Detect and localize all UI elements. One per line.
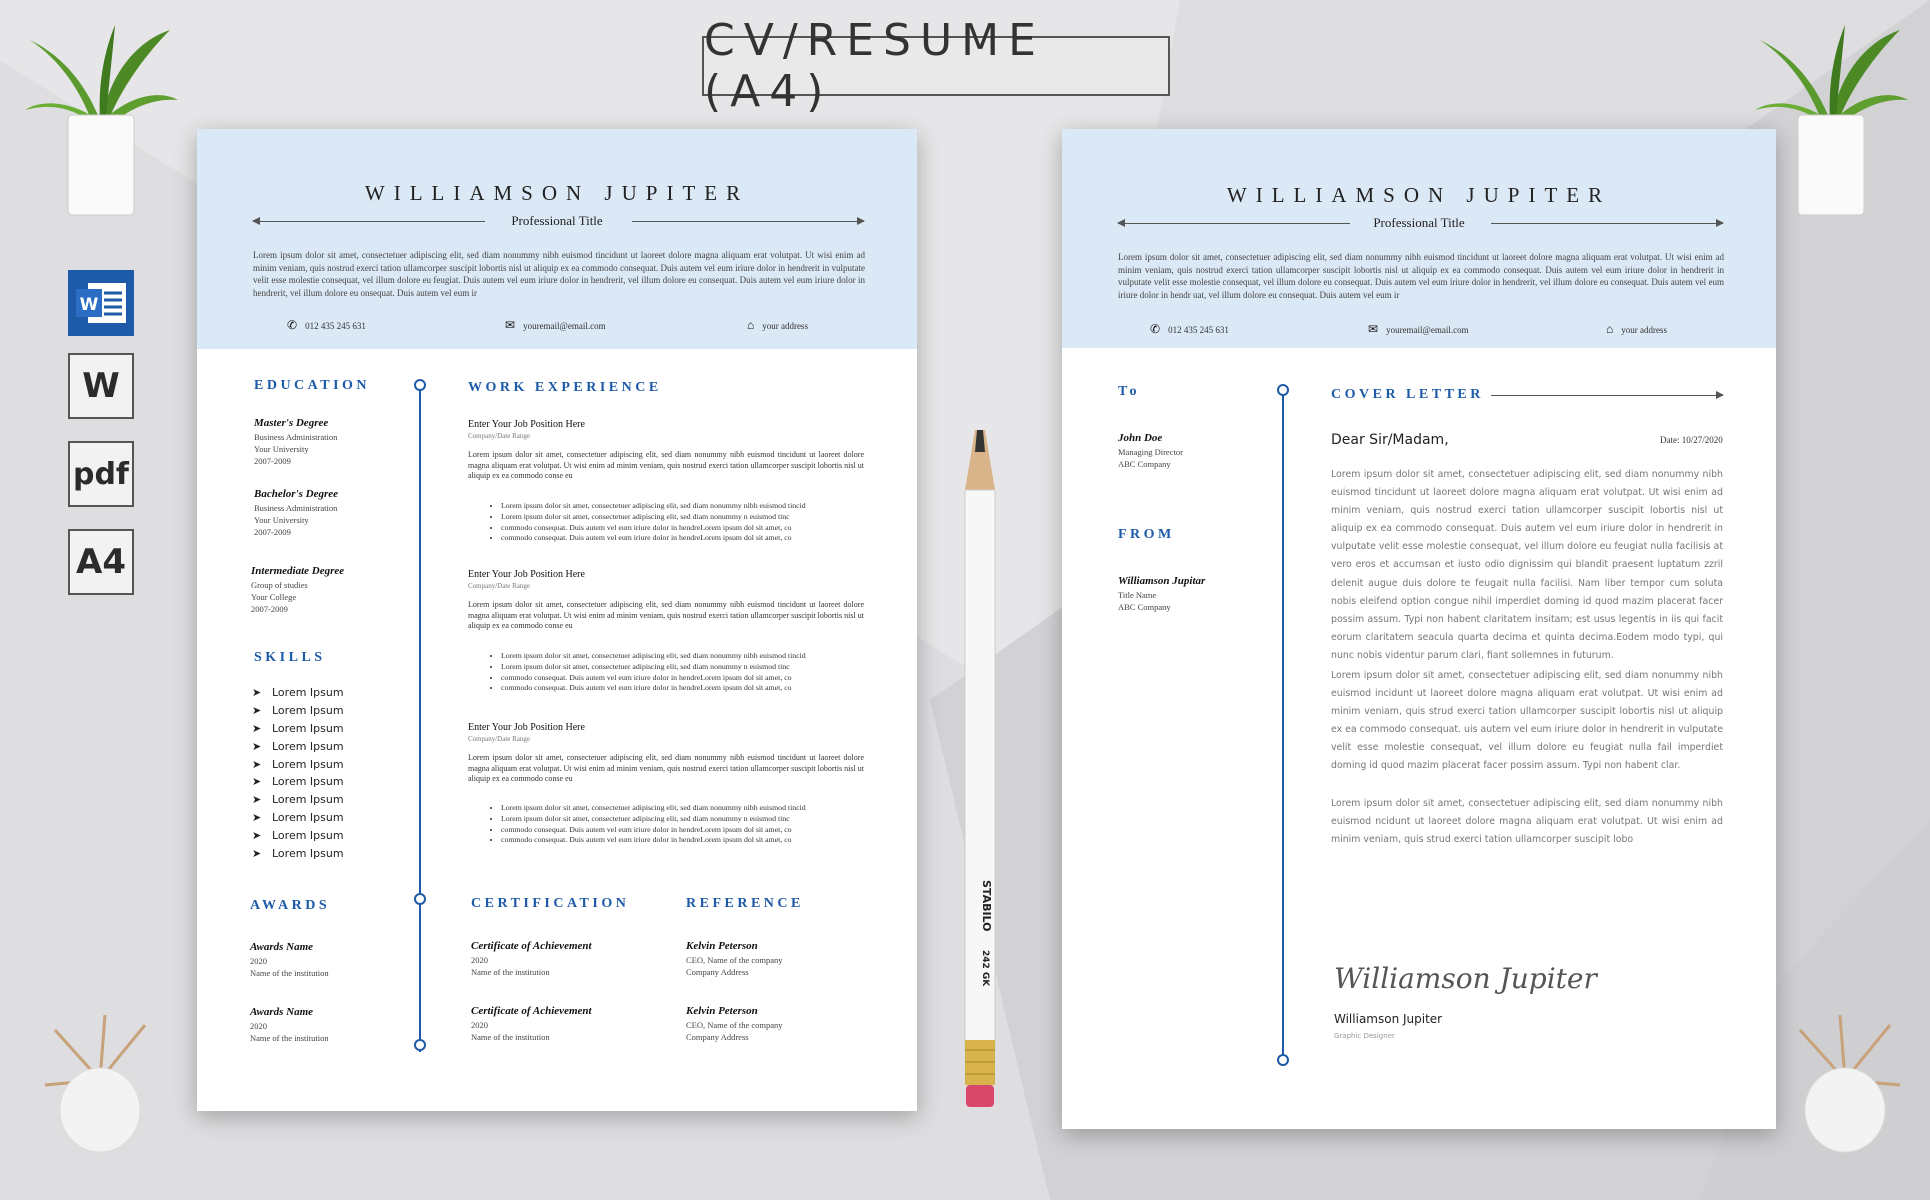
home-icon: ⌂ [747, 318, 755, 332]
award-name: Awards Name [250, 941, 314, 953]
cert-name: Certificate of Achievement [471, 1005, 592, 1017]
phone-icon: ✆ [1150, 322, 1161, 336]
skill-item: ➤ Lorem Ipsum [252, 686, 344, 700]
cover-intro: Lorem ipsum dolor sit amet, consectetuer adipiscing elit, sed diam nonummy nibh euismod tincidunt ut laoreet dolore magna aliquam erat volutpat. Ut wisi enim ad minim veniam, quis nostrud exerci tation ullamcorper suscipit lobortis nisl ut aliquip ex ea commodo consequat. Duis autem vel eum iriure dolor in hendrerit in vulputate velit esse molestie consequat, vel illum dolore eu consequat. Duis autem vel eum iriure dolor in hendrerit, vel illum dolore eu consequat. Duis autem vel eum iriure dolor in hendr uat, vel illum dolore eu consequat. Duis autem vel eum ir [1118, 252, 1724, 300]
signer-title: Graphic Designer [1334, 1032, 1395, 1040]
timeline-dot [414, 893, 426, 905]
letter-date: Date: 10/27/2020 [1660, 435, 1723, 445]
award-name: Awards Name [250, 1006, 314, 1018]
edu-details: Business Administration Your University 2007-2009 [254, 432, 338, 466]
cover-name: WILLIAMSON JUPITER [1226, 183, 1612, 207]
from-heading: FROM [1118, 527, 1175, 542]
skill-item: ➤ Lorem Ipsum [252, 846, 344, 860]
job-title: Enter Your Job Position Here [468, 419, 585, 430]
job-company: Company/Date Range [468, 735, 531, 743]
reference-details: CEO, Name of the company Company Address [686, 955, 783, 977]
job-description: Lorem ipsum dolor sit amet, consectetuer adipiscing elit, sed diam nonummy nibh euismod tincidunt ut laoreet dolore magna aliquam erat volutpat. Ut wisi enim ad minim veniam, quis nostrud exerci tation ullamcorper suscipit lobortis nisl ut aliquip ex ea commodo conse eu [468, 600, 864, 630]
chevron-right-icon: ➤ [252, 704, 262, 718]
plant-pot-left [20, 10, 180, 220]
letter-paragraph: Lorem ipsum dolor sit amet, consectetuer adipiscing elit, sed diam nonummy nibh euismod ncidunt ut laoreet dolore magna aliquam erat volutpat. Ut wisi enim ad minim veniam, quis strud exerci tation ullamcorper suscipit lobo [1331, 798, 1723, 846]
skill-item: ➤ Lorem Ipsum [252, 810, 344, 824]
skill-item: ➤ Lorem Ipsum [252, 721, 344, 735]
header-arrow-right [1491, 223, 1723, 224]
envelope-icon: ✉ [505, 318, 516, 332]
reference-name: Kelvin Peterson [686, 1005, 758, 1017]
job-bullets: • Lorem ipsum dolor sit amet, consectetuer adipiscing elit, sed diam nonummy nibh euismod tincid • Lorem ipsum dolor sit amet, consectetuer adipiscing elit, sed diam nonummy n euismod tinc • commodo consequat. Duis autem vel eum iriure dolor in hendreLorem ipsum dol sit amet, co • commodo consequat. Duis autem vel eum iriure dolor in hendreLorem ipsum dol sit amet, co [487, 651, 841, 694]
cover-letter-heading: COVER LETTER [1331, 387, 1484, 402]
cover-phone: ✆ 012 435 245 631 [1150, 322, 1229, 336]
recipient-details: Managing Director ABC Company [1118, 447, 1183, 469]
edu-degree: Intermediate Degree [251, 565, 345, 577]
cover-letter-page [1062, 129, 1776, 1129]
skill-item: ➤ Lorem Ipsum [252, 757, 344, 771]
job-title: Enter Your Job Position Here [468, 722, 585, 733]
cover-professional-title: Professional Title [1373, 215, 1465, 230]
cert-name: Certificate of Achievement [471, 940, 592, 952]
cover-email: ✉ youremail@email.com [1368, 322, 1469, 336]
phone-icon: ✆ [287, 318, 298, 332]
skills-heading: SKILLS [254, 650, 326, 665]
timeline-dot [1277, 1054, 1289, 1066]
timeline-dot [414, 379, 426, 391]
work-experience-heading: WORK EXPERIENCE [468, 380, 662, 395]
chevron-right-icon: ➤ [252, 686, 262, 700]
skill-item: ➤ Lorem Ipsum [252, 739, 344, 753]
sender-name: Williamson Jupitar [1118, 575, 1206, 587]
pencil-image [955, 430, 1005, 1110]
chevron-right-icon: ➤ [252, 775, 262, 789]
job-title: Enter Your Job Position Here [468, 569, 585, 580]
signature: Williamson Jupiter [1334, 962, 1597, 995]
greeting: Dear Sir/Madam, [1331, 432, 1449, 448]
job-company: Company/Date Range [468, 582, 531, 590]
resume-page [197, 129, 917, 1111]
letter-paragraph: Lorem ipsum dolor sit amet, consectetuer adipiscing elit, sed diam nonummy nibh euismod tincidunt ut laoreet dolore magna aliquam erat volutpat. Ut wisi enim ad minim veniam, quis nostrud exerci tation ullamcorper suscipit lobortis nisl ut aliquip ex ea commodo consequat. Duis autem vel eum iriure dolor in hendrerit in vulputate velit esse molestie consequat, vel illum dolore eu feugiat nulla facilisis at vero eros et accumsan et iusto odio dignissim qui blandit praesent luptatum zzril delenit augue duis dolore te feugait nulla facilisi. Nam liber tempor cum soluta nobis eleifend option congue nihil imperdiet doming id quod mazim placerat facer possim assum. Typi non habent claritatem insitam; est usus legentis in iis qui facit eorum claritatem seacula quarta decima et quinta decima.Eodem modo typi, qui nunc nobis videntur parum clari, fiant sollemnes in futurum. [1331, 469, 1723, 661]
chevron-right-icon: ➤ [252, 739, 262, 753]
certification-heading: CERTIFICATION [471, 896, 630, 911]
svg-text:W: W [79, 295, 99, 315]
edu-details: Business Administration Your University 2007-2009 [254, 503, 338, 537]
chevron-right-icon: ➤ [252, 846, 262, 860]
chevron-right-icon: ➤ [252, 828, 262, 842]
reference-heading: REFERENCE [686, 896, 804, 911]
job-bullets: • Lorem ipsum dolor sit amet, consectetuer adipiscing elit, sed diam nonummy nibh euismod tincid • Lorem ipsum dolor sit amet, consectetuer adipiscing elit, sed diam nonummy n euismod tinc • commodo consequat. Duis autem vel eum iriure dolor in hendreLorem ipsum dol sit amet, co • commodo consequat. Duis autem vel eum iriure dolor in hendreLorem ipsum dol sit amet, co [487, 501, 841, 544]
sender-details: Title Name ABC Company [1118, 590, 1171, 612]
letter-paragraph: Lorem ipsum dolor sit amet, consectetuer adipiscing elit, sed diam nonummy nibh euismod incidunt ut laoreet dolore magna aliquam erat volutpat. Ut wisi enim ad minim veniam, quis strud exerci tation ullamcorper suscipit lobortis nisl ut aliquip ex ea commodo consequat. uis autem vel eum iriure dolor in hendrerit in vulputate velit esse molestie consequat, vel illum dolore eu feugiat nulla fail imperdiet doming id quod mazim placerat facer possim assum. Typi non habent clar. [1331, 670, 1723, 772]
skill-item: ➤ Lorem Ipsum [252, 775, 344, 789]
skill-item: ➤ Lorem Ipsum [252, 828, 344, 842]
skill-item: ➤ Lorem Ipsum [252, 793, 344, 807]
word-format-badge: W [68, 353, 134, 419]
awards-heading: AWARDS [250, 898, 331, 913]
cert-details: 2020 Name of the institution [471, 955, 550, 977]
chevron-right-icon: ➤ [252, 810, 262, 824]
job-description: Lorem ipsum dolor sit amet, consectetuer adipiscing elit, sed diam nonummy nibh euismod tincidunt ut laoreet dolore magna aliquam erat volutpat. Ut wisi enim ad minim veniam, quis nostrud exerci tation ullamcorper suscipit lobortis nisl ut aliquip ex ea commodo conse eu [468, 450, 864, 480]
home-icon: ⌂ [1606, 322, 1614, 336]
resume-email: ✉ youremail@email.com [505, 318, 606, 332]
chevron-right-icon: ➤ [252, 793, 262, 807]
resume-address: ⌂ your address [747, 318, 808, 332]
product-banner: CV/RESUME (A4) [702, 36, 1170, 96]
job-bullets: • Lorem ipsum dolor sit amet, consectetuer adipiscing elit, sed diam nonummy nibh euismod tincid • Lorem ipsum dolor sit amet, consectetuer adipiscing elit, sed diam nonummy n euismod tinc • commodo consequat. Duis autem vel eum iriure dolor in hendreLorem ipsum dol sit amet, co • commodo consequat. Duis autem vel eum iriure dolor in hendreLorem ipsum dol sit amet, co [487, 803, 841, 846]
award-details: 2020 Name of the institution [250, 1021, 329, 1043]
cert-details: 2020 Name of the institution [471, 1020, 550, 1042]
header-arrow-right [632, 221, 864, 222]
to-heading: To [1118, 384, 1141, 399]
word-icon [68, 270, 134, 336]
resume-header [197, 129, 917, 349]
timeline-dot [414, 1039, 426, 1051]
job-company: Company/Date Range [468, 432, 531, 440]
pdf-format-badge: pdf [68, 441, 134, 507]
a4-format-badge: A4 [68, 529, 134, 595]
svg-text:STABILO: STABILO [980, 880, 993, 932]
resume-name: WILLIAMSON JUPITER [364, 181, 750, 205]
job-description: Lorem ipsum dolor sit amet, consectetuer adipiscing elit, sed diam nonummy nibh euismod tincidunt ut laoreet dolore magna aliquam erat volutpat. Ut wisi enim ad minim veniam, quis nostrud exerci tation ullamcorper suscipit lobortis nisl ut aliquip ex ea commodo conse eu [468, 753, 864, 783]
edu-details: Group of studies Your College 2007-2009 [251, 580, 308, 614]
resume-phone: ✆ 012 435 245 631 [287, 318, 366, 332]
resume-timeline [419, 386, 421, 1052]
resume-intro: Lorem ipsum dolor sit amet, consectetuer adipiscing elit, sed diam nonummy nibh euismod tincidunt ut laoreet dolore magna aliquam erat volutpat. Ut wisi enim ad minim veniam, quis nostrud exerci tation ullamcorper suscipit lobortis nisl ut aliquip ex ea commodo consequat. Duis autem vel eum iriure dolor in hendrerit in vulputate velit esse molestie consequat, vel illum dolore eu feugiat. Duis autem vel eum iriure dolor in hendrerit, vel illum dolore eu consequat. Duis autem vel eum iriure dolor in hendrerit, vel illum dolore eu onsequat. Duis autem vel eum ir [253, 250, 865, 298]
cover-letter-arrow [1491, 395, 1723, 396]
chevron-right-icon: ➤ [252, 757, 262, 771]
reference-name: Kelvin Peterson [686, 940, 758, 952]
award-details: 2020 Name of the institution [250, 956, 329, 978]
timeline-dot [1277, 384, 1289, 396]
recipient-name: John Doe [1118, 432, 1163, 444]
reference-details: CEO, Name of the company Company Address [686, 1020, 783, 1042]
reed-diffuser-right [1780, 1010, 1910, 1170]
signer-name: Williamson Jupiter [1334, 1012, 1443, 1026]
reed-diffuser-left [35, 1010, 165, 1170]
skills-list [252, 684, 344, 862]
edu-degree: Bachelor's Degree [254, 488, 339, 500]
edu-degree: Master's Degree [254, 417, 329, 429]
resume-professional-title: Professional Title [511, 213, 603, 228]
envelope-icon: ✉ [1368, 322, 1379, 336]
svg-text:242 GK: 242 GK [980, 950, 990, 987]
cover-address: ⌂ your address [1606, 322, 1667, 336]
cover-timeline [1282, 391, 1284, 1057]
chevron-right-icon: ➤ [252, 721, 262, 735]
skill-item: ➤ Lorem Ipsum [252, 704, 344, 718]
cover-header [1062, 129, 1776, 348]
education-heading: EDUCATION [254, 378, 371, 393]
